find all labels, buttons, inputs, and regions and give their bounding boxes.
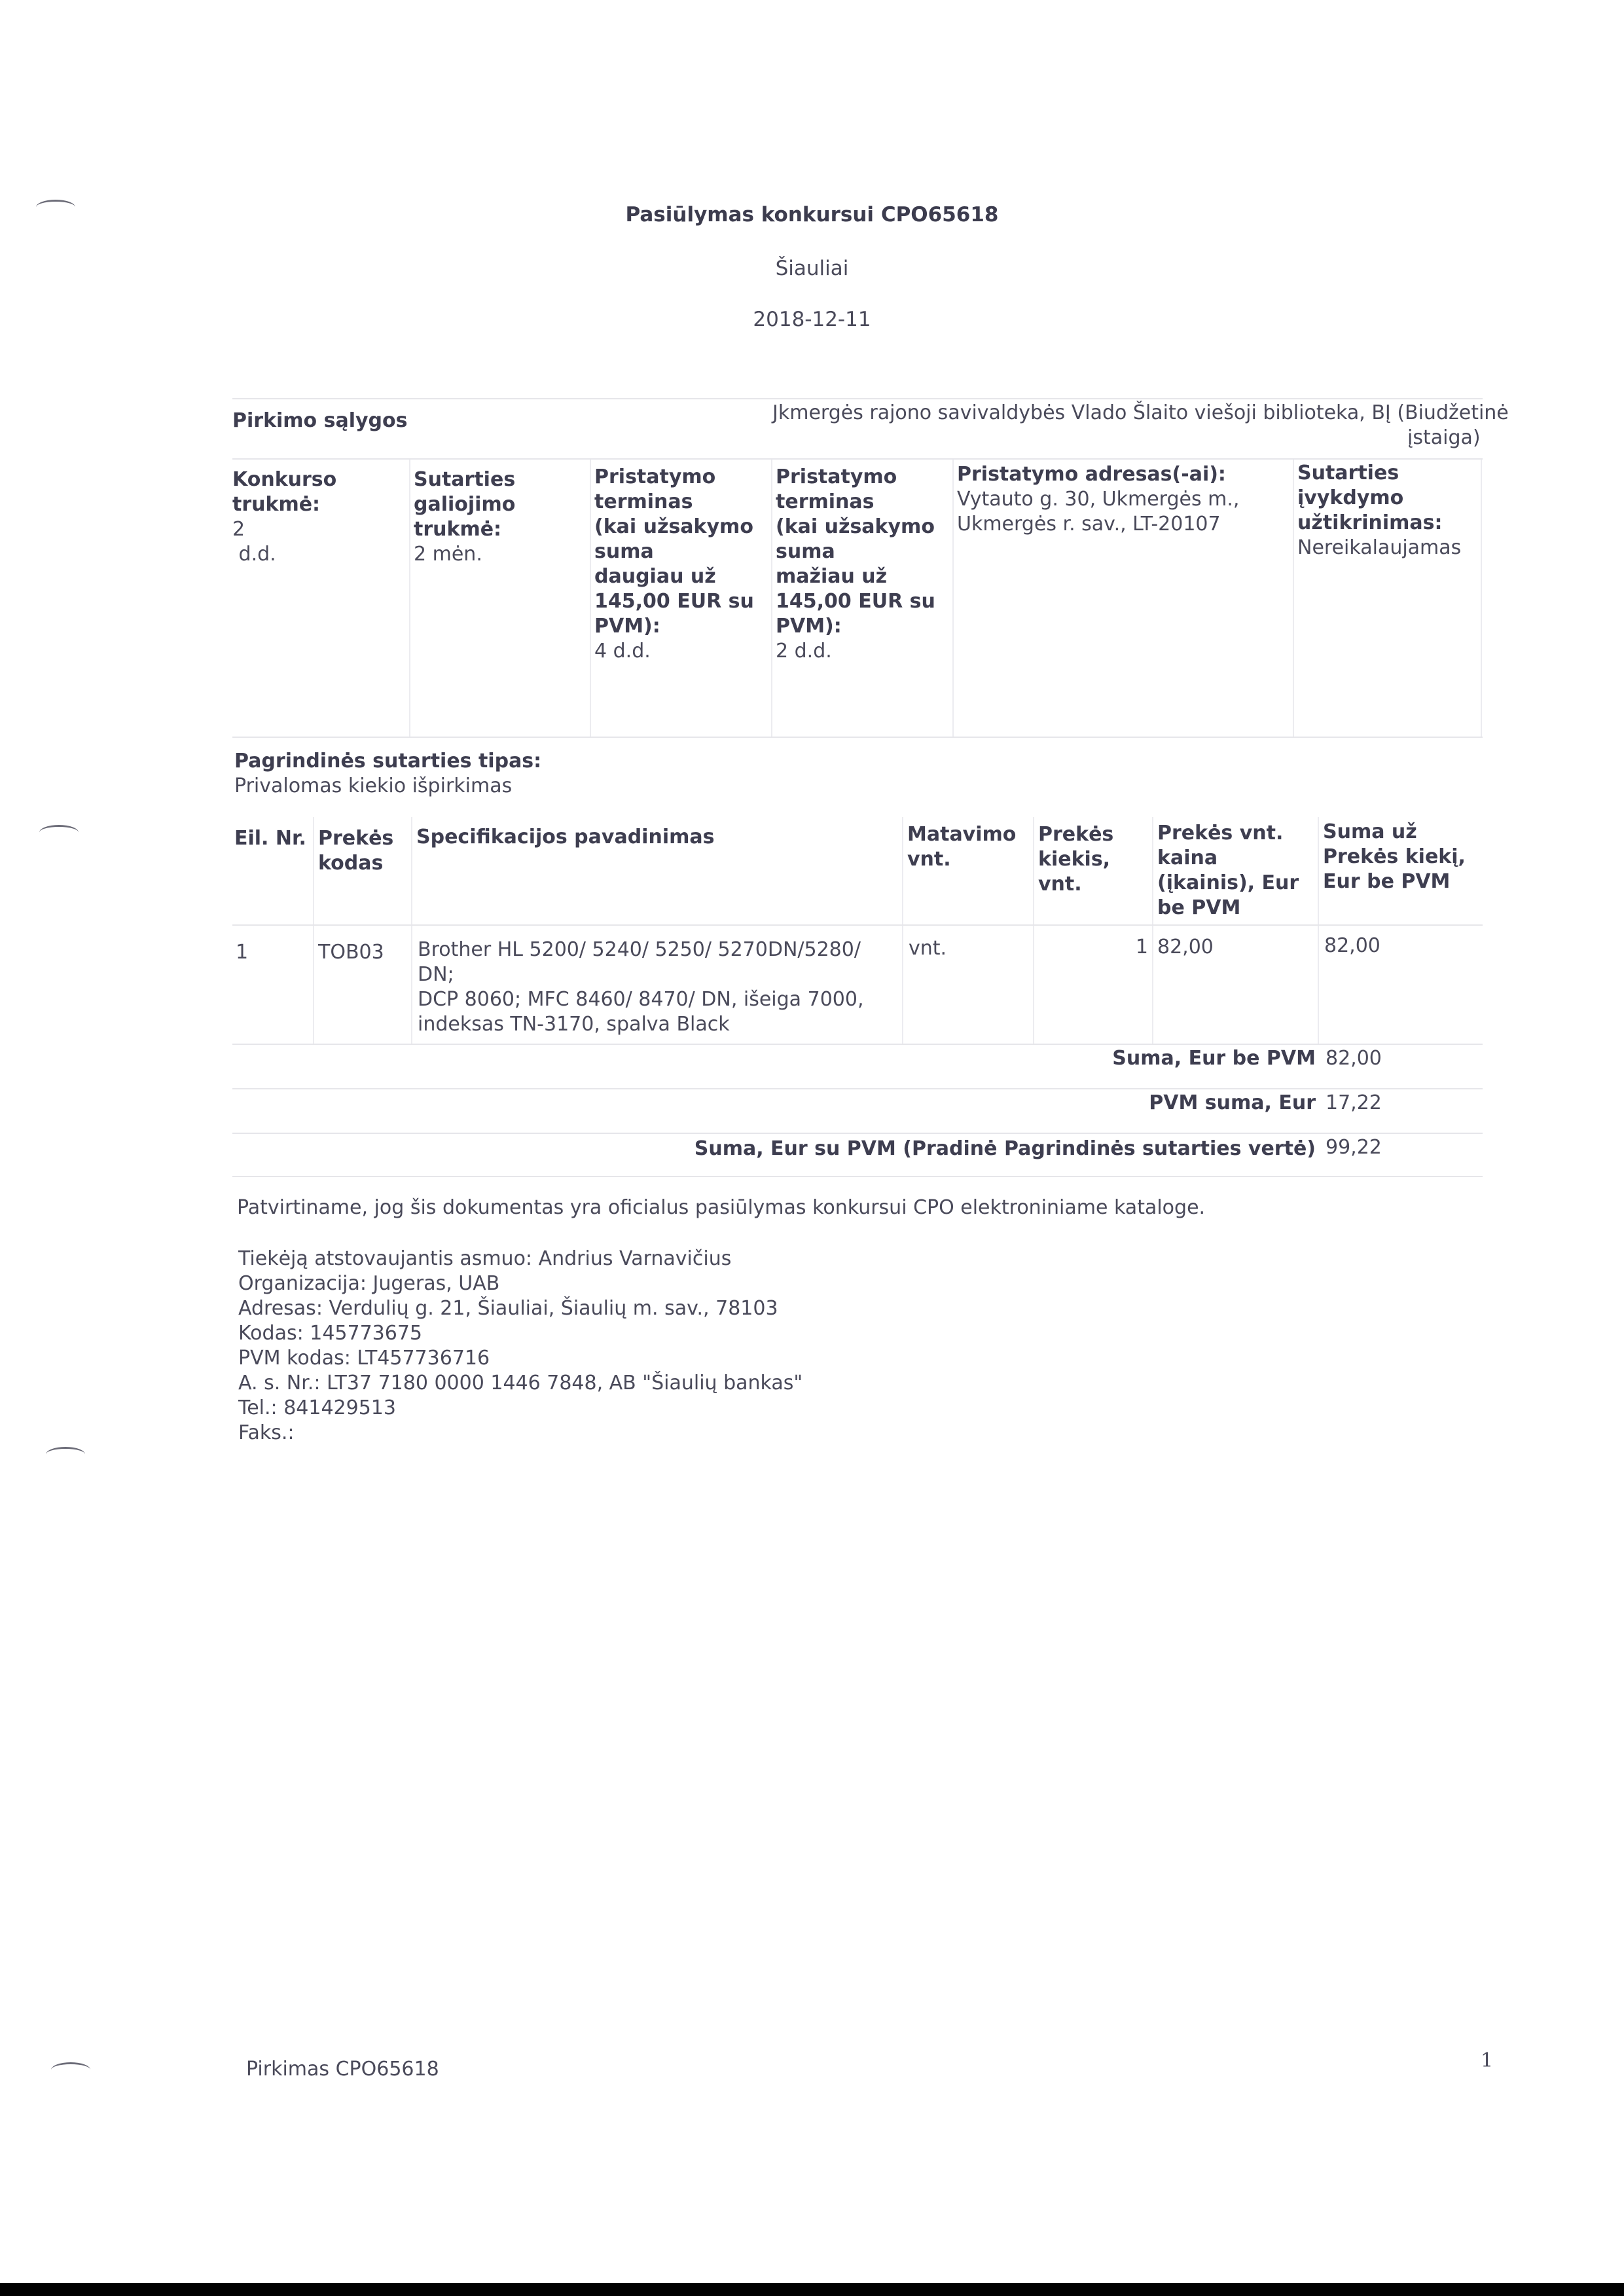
header-text: Prekės kiekį, <box>1323 845 1466 868</box>
column-divider <box>1033 817 1034 1045</box>
table-header-price <box>1157 821 1314 920</box>
header-text: Eur be PVM <box>1323 870 1451 893</box>
condition-value: Vytauto g. 30, Ukmergės m., <box>957 488 1240 511</box>
divider <box>232 737 1483 738</box>
item-spec-line: DCP 8060; MFC 8460/ 8470/ DN, išeiga 7000, <box>418 988 864 1011</box>
header-text: Prekės <box>1038 823 1114 846</box>
punch-hole-mark <box>46 1447 85 1462</box>
page-number: 1 <box>1481 2049 1494 2072</box>
supplier-address: Adresas: Verdulių g. 21, Šiauliai, Šiaulių m. sav., 78103 <box>238 1297 778 1320</box>
item-nr: 1 <box>236 941 249 964</box>
confirmation-text: Patvirtiname, jog šis dokumentas yra oficialus pasiūlymas konkursui CPO elektroniniame kataloge. <box>237 1196 1206 1219</box>
column-divider <box>1152 817 1153 1045</box>
total-with-vat-value: 99,22 <box>1326 1136 1382 1159</box>
divider <box>232 1044 1483 1045</box>
supplier-account: A. s. Nr.: LT37 7180 0000 1446 7848, AB "Šiaulių bankas" <box>238 1372 803 1394</box>
condition-value: Nereikalaujamas <box>1297 536 1462 559</box>
header-text: vnt. <box>907 848 951 871</box>
condition-heading: (kai užsakymo <box>776 515 935 538</box>
condition-heading: suma <box>776 540 835 563</box>
condition-value: 2 d.d. <box>776 640 832 663</box>
column-divider <box>1293 460 1294 738</box>
condition-heading: suma <box>594 540 654 563</box>
total-with-vat-label: Suma, Eur su PVM (Pradinė Pagrindinės sutarties vertė) <box>694 1137 1316 1160</box>
column-divider <box>590 460 591 738</box>
condition-heading: daugiau už <box>594 565 716 588</box>
contract-type-value: Privalomas kiekio išpirkimas <box>234 774 513 797</box>
vat-amount-label: PVM suma, Eur <box>1149 1091 1316 1114</box>
column-divider <box>952 460 954 738</box>
item-price: 82,00 <box>1157 936 1214 958</box>
punch-hole-mark <box>39 825 79 840</box>
divider <box>232 1133 1483 1134</box>
conditions-label: Pirkimo sąlygos <box>232 409 408 432</box>
condition-column-delivery-address <box>957 462 1288 537</box>
document-date: 2018-12-11 <box>753 308 871 331</box>
total-without-vat-value: 82,00 <box>1326 1047 1382 1070</box>
item-sum: 82,00 <box>1324 934 1380 957</box>
column-divider <box>409 460 410 738</box>
contract-type-label: Pagrindinės sutarties tipas: <box>234 750 542 773</box>
condition-heading: Pristatymo adresas(-ai): <box>957 463 1226 486</box>
item-spec <box>418 938 901 1037</box>
condition-heading: Pristatymo <box>776 465 897 488</box>
total-without-vat-label: Suma, Eur be PVM <box>1112 1047 1316 1070</box>
table-header-unit <box>907 822 1028 872</box>
condition-heading: Pristatymo <box>594 465 716 488</box>
punch-hole-mark <box>51 2062 90 2077</box>
condition-heading: terminas <box>776 490 875 513</box>
condition-value: d.d. <box>232 543 276 566</box>
header-text: Eil. Nr. <box>234 827 306 850</box>
condition-heading: Konkurso <box>232 468 337 491</box>
condition-heading: 145,00 EUR su <box>776 590 935 613</box>
header-text: Prekės <box>318 827 394 850</box>
divider <box>232 398 1483 399</box>
header-text: Suma už <box>1323 820 1417 843</box>
supplier-vat-code: PVM kodas: LT457736716 <box>238 1347 490 1370</box>
column-divider <box>771 460 772 738</box>
condition-value: 2 mėn. <box>414 543 482 566</box>
supplier-code: Kodas: 145773675 <box>238 1322 423 1345</box>
divider <box>232 458 1483 460</box>
condition-heading: 145,00 EUR su <box>594 590 754 613</box>
condition-value: 2 <box>232 518 245 541</box>
condition-heading: galiojimo <box>414 493 516 516</box>
footer-purchase-ref: Pirkimas CPO65618 <box>246 2058 439 2081</box>
header-text: Matavimo <box>907 823 1017 846</box>
condition-column-tender-duration <box>232 467 403 567</box>
header-text: vnt. <box>1038 873 1082 896</box>
item-qty: 1 <box>1135 936 1148 958</box>
table-header-nr <box>234 826 310 851</box>
buyer-name: Jkmergės rajono savivaldybės Vlado Šlaito viešoji biblioteka, BĮ (Biudžetinė <box>772 401 1509 424</box>
divider <box>232 1176 1483 1177</box>
supplier-details <box>238 1247 803 1446</box>
column-divider <box>411 817 412 1045</box>
header-text: Prekės vnt. <box>1157 822 1284 845</box>
condition-heading: trukmė: <box>232 493 321 516</box>
document-title: Pasiūlymas konkursui CPO65618 <box>625 203 999 227</box>
document-city: Šiauliai <box>775 257 849 280</box>
table-header-code <box>318 826 406 876</box>
vat-amount-value: 17,22 <box>1326 1091 1382 1114</box>
supplier-organization: Organizacija: Jugeras, UAB <box>238 1272 500 1295</box>
header-text: kaina <box>1157 847 1218 869</box>
condition-heading: trukmė: <box>414 518 502 541</box>
item-code: TOB03 <box>318 941 384 964</box>
condition-heading: PVM): <box>776 615 842 638</box>
table-header-sum <box>1323 820 1487 894</box>
scan-edge <box>0 2283 1624 2296</box>
item-spec-line: indeksas TN-3170, spalva Black <box>418 1013 730 1036</box>
column-divider <box>1318 817 1319 1045</box>
table-header-spec <box>416 825 897 850</box>
condition-value: 4 d.d. <box>594 640 651 663</box>
buyer-type: įstaiga) <box>1407 426 1481 449</box>
supplier-representative: Tiekėją atstovaujantis asmuo: Andrius Varnavičius <box>238 1247 732 1270</box>
condition-column-contract-validity <box>414 467 584 567</box>
condition-heading: įvykdymo <box>1297 486 1404 509</box>
header-text: be PVM <box>1157 896 1241 919</box>
condition-heading: PVM): <box>594 615 660 638</box>
condition-column-performance-guarantee <box>1297 461 1484 560</box>
column-divider <box>902 817 903 1045</box>
condition-column-delivery-term-over <box>594 465 768 664</box>
condition-heading: užtikrinimas: <box>1297 511 1443 534</box>
column-divider <box>313 817 314 1045</box>
supplier-fax: Faks.: <box>238 1421 295 1444</box>
divider <box>232 1088 1483 1089</box>
supplier-phone: Tel.: 841429513 <box>238 1396 396 1419</box>
condition-heading: Sutarties <box>414 468 516 491</box>
item-unit: vnt. <box>909 937 947 960</box>
condition-heading: mažiau už <box>776 565 888 588</box>
condition-heading: (kai užsakymo <box>594 515 753 538</box>
header-text: kiekis, <box>1038 848 1111 871</box>
condition-heading: terminas <box>594 490 693 513</box>
table-header-qty <box>1038 822 1149 897</box>
divider <box>232 924 1483 926</box>
item-spec-line: Brother HL 5200/ 5240/ 5250/ 5270DN/5280/ DN; <box>418 938 861 986</box>
condition-value: Ukmergės r. sav., LT-20107 <box>957 513 1221 536</box>
header-text: kodas <box>318 852 384 875</box>
condition-column-delivery-term-under <box>776 465 949 664</box>
header-text: Specifikacijos pavadinimas <box>416 826 715 848</box>
header-text: (įkainis), Eur <box>1157 871 1299 894</box>
condition-heading: Sutarties <box>1297 462 1399 484</box>
